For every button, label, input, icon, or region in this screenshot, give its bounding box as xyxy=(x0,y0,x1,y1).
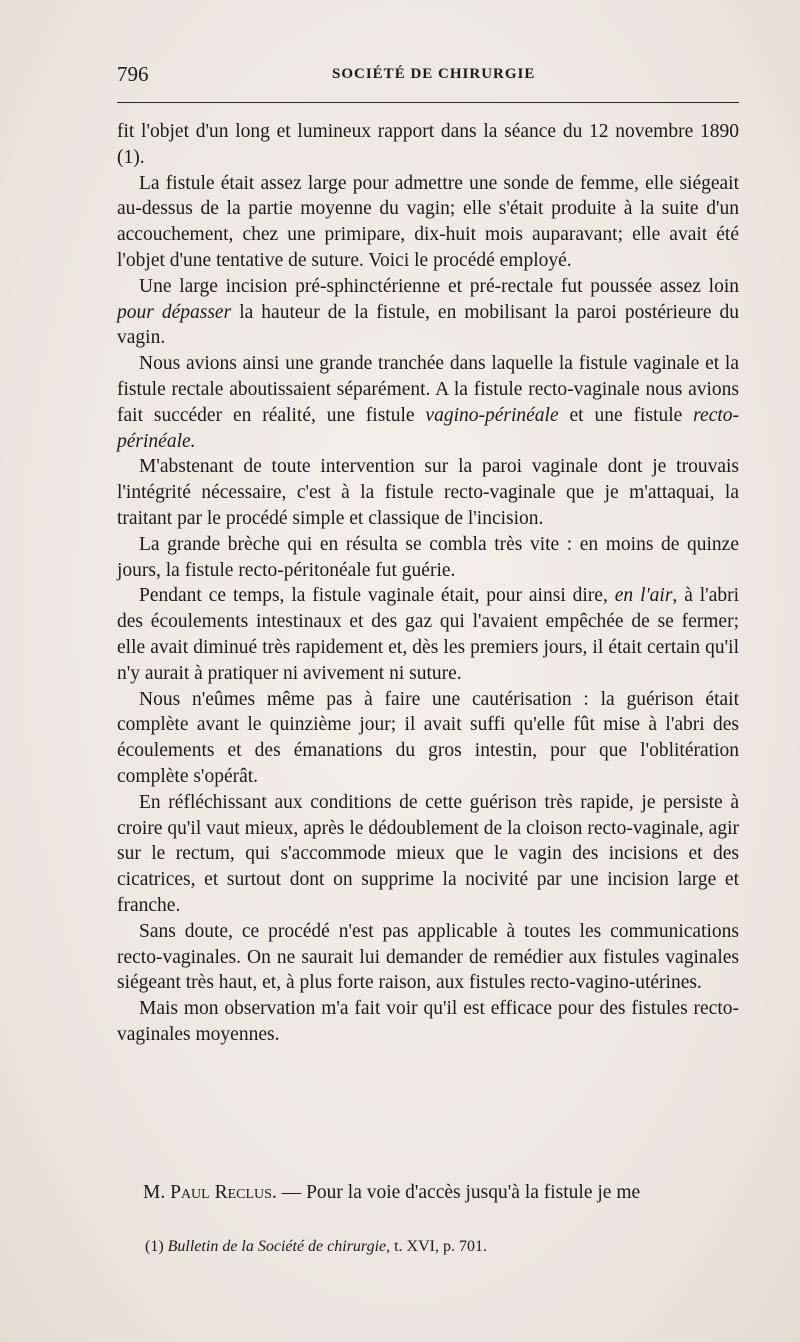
paragraph-7-italic: en l'air xyxy=(614,585,673,607)
paragraph-1: fit l'objet d'un long et lumineux rapport dans la séance du 12 novembre 1890 (1). xyxy=(117,121,739,168)
footnote-title: Bulletin de la Société de chirurgie xyxy=(167,1238,387,1255)
paragraph-6: La grande brèche qui en résulta se combla très vite : en moins de quinze jours, la fistule recto-péritonéale fut guérie. xyxy=(117,533,739,581)
paragraph-3-text-b: la hauteur de la fistule, en mobilisant la paroi postérieure du vagin. xyxy=(117,301,739,349)
paragraph-7-text-a: Pendant ce temps, la fistule vaginale était, pour ainsi dire, xyxy=(139,585,615,607)
paragraph-4-text-a: Nous avions ainsi une grande tranchée dans laquelle la fistule vaginale et la fistule rectale aboutissaient séparément. A la fistule recto-vaginale nous avions fait succéder en réalité, une fistule xyxy=(117,353,739,426)
paragraph-3-italic: pour dépasser xyxy=(117,301,232,323)
paragraph-2: La fistule était assez large pour admettre une sonde de femme, elle siégeait au-dessus de la partie moyenne du vagin; elle s'était produite à la suite d'un accouchement, chez une primipare, dix-huit mois auparavant; elle avait été l'objet d'une tentative de suture. Voici le procédé employé. xyxy=(117,172,739,271)
page-number: 796 xyxy=(117,62,149,86)
paragraph-11: Mais mon observation m'a fait voir qu'il est efficace pour des fistules recto-vaginales moyennes. xyxy=(117,998,739,1045)
footnote-ref: , t. XVI, p. 701. xyxy=(386,1238,487,1255)
paragraph-10: Sans doute, ce procédé n'est pas applicable à toutes les communications recto-vaginales. On ne saurait lui demander de remédier aux fistules vaginales siégeant très haut, et, à plus forte raison, aux fistules recto-vagino-utérines. xyxy=(117,920,739,994)
page-header xyxy=(117,62,739,92)
running-title: SOCIÉTÉ DE CHIRURGIE xyxy=(332,66,536,82)
speaker-line xyxy=(143,1180,739,1206)
paragraph-7-text-b: , à l'abri des écoulements intestinaux et des gaz qui l'avaient empêchée de se fermer; elle avait diminué très rapidement et, dès les premiers jours, il était certain qu'il n'y aurait à pratiquer ni avivement ni suture. xyxy=(117,585,740,684)
paragraph-4 xyxy=(117,351,739,454)
paragraph-4-text-b: et une fistule xyxy=(558,404,694,426)
paragraph-8: Nous n'eûmes même pas à faire une cautérisation : la guérison était complète avant le quinzième jour; il avait suffi qu'elle fût mise à l'abri des écoulements et des émanations du gros intestin, pour que l'oblitération complète s'opérât. xyxy=(117,688,739,787)
speaker-text: . — Pour la voie d'accès jusqu'à la fistule je me xyxy=(271,1182,641,1203)
paragraph-7 xyxy=(117,583,739,686)
paragraph-5: M'abstenant de toute intervention sur la paroi vaginale dont je trouvais l'intégrité nécessaire, c'est à la fistule recto-vaginale que je m'attaquai, la traitant par le procédé simple et classique de l'incision. xyxy=(117,456,739,529)
speaker-initial: M. xyxy=(143,1182,171,1203)
speaker-name: Paul Reclus xyxy=(170,1182,272,1203)
header-rule xyxy=(117,102,739,103)
paragraph-4-italic-2: recto-périnéale. xyxy=(117,404,740,452)
paragraph-3-text-a: Une large incision pré-sphinctérienne et pré-rectale fut poussée assez loin xyxy=(139,275,739,297)
footnote-marker: (1) xyxy=(145,1238,168,1255)
paragraph-3 xyxy=(117,274,739,351)
paragraph-4-italic-1: vagino-périnéale xyxy=(425,404,559,426)
paragraph-9: En réfléchissant aux conditions de cette guérison très rapide, je persiste à croire qu'il vaut mieux, après le dédoublement de la cloison recto-vaginale, agir sur le rectum, qui s'accommode mieux que le vagin des incisions et des cicatrices, et surtout dont on supprime la nocivité par une incision large et franche. xyxy=(117,791,739,916)
body-text xyxy=(117,119,739,1048)
footnote xyxy=(145,1236,745,1258)
